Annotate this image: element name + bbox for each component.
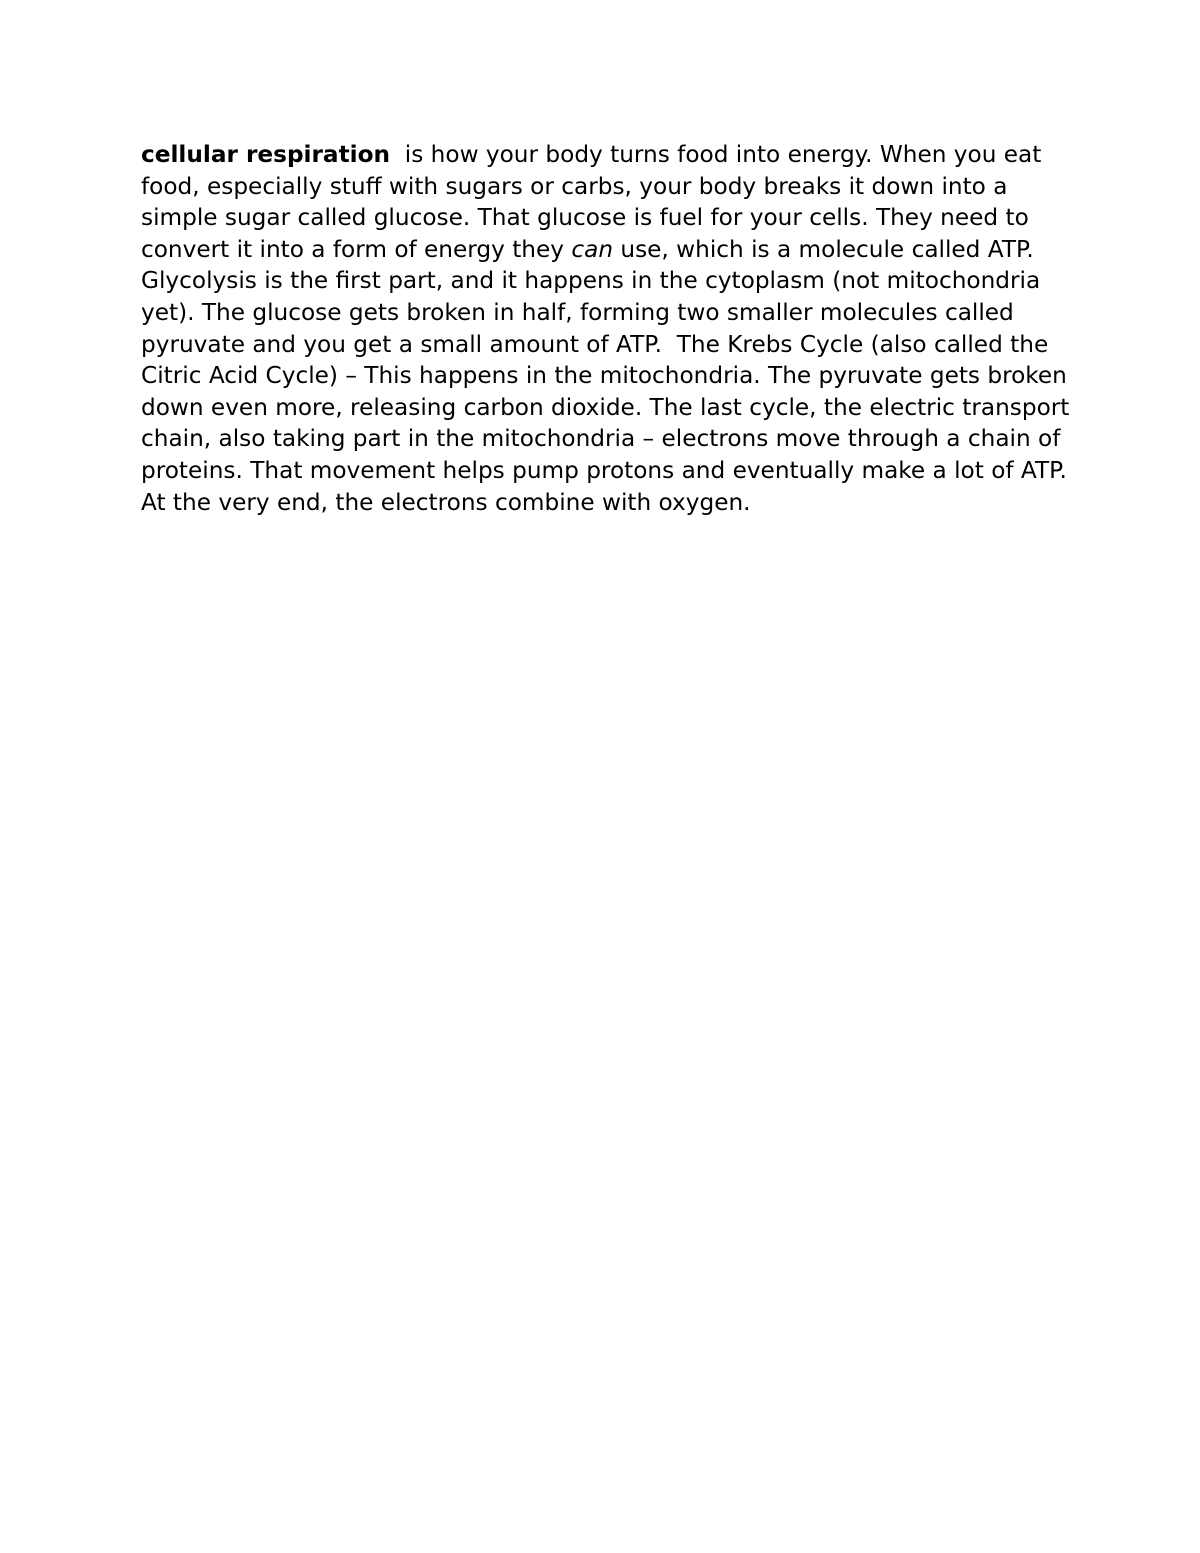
body-paragraph (141, 139, 1077, 518)
paragraph-text-2: use, which is a molecule called ATP. Glycolysis is the first part, and it happens in the cytoplasm (not mitochondria yet). The glucose gets broken in half, forming two smaller molecules called pyruvate and you get a small amount of ATP. The Krebs Cycle (also called the Citric Acid Cycle) – This happens in the mitochondria. The pyruvate gets broken down even more, releasing carbon dioxide. The last cycle, the electric transport chain, also taking part in the mitochondria – electrons move through a chain of proteins. That movement helps pump protons and eventually make a lot of ATP. At the very end, the electrons combine with oxygen. (141, 235, 1077, 516)
paragraph-text-1: is how your body turns food into energy. When you eat food, especially stuff with sugars or carbs, your body breaks it down into a simple sugar called glucose. That glucose is fuel for your cells. They need to convert it into a form of energy they (141, 141, 1049, 263)
emphasis-text: can (571, 235, 614, 263)
term-heading: cellular respiration (141, 141, 391, 168)
